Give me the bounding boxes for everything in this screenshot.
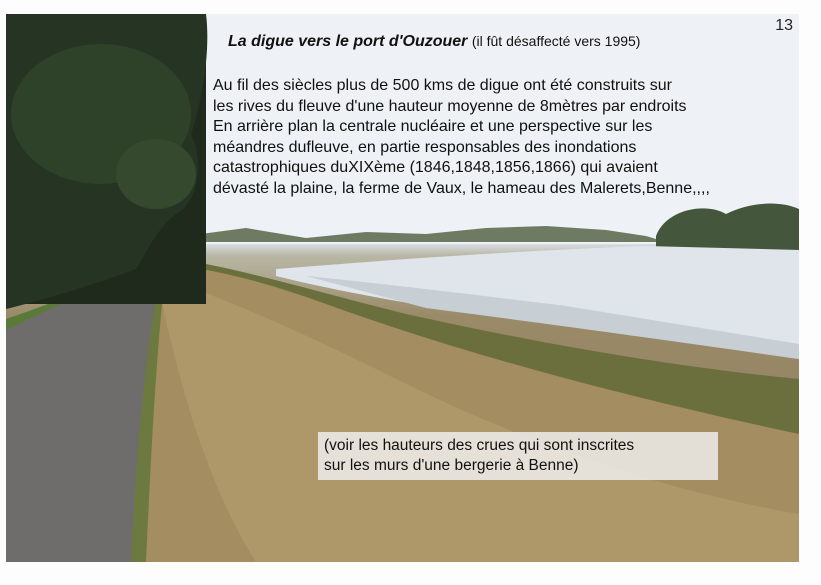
- page-title: [228, 33, 640, 51]
- body-line: les rives du fleuve d'une hauteur moyenne de 8mètres par endroits: [213, 97, 687, 115]
- caption-box: [318, 432, 718, 480]
- body-line: Au fil des siècles plus de 500 kms de digue ont été construits sur: [213, 77, 672, 94]
- title-main: La digue vers le port d'Ouzouer: [228, 33, 468, 50]
- body-text: [213, 76, 793, 199]
- caption-line: sur les murs d'une bergerie à Benne): [324, 457, 579, 474]
- page-number: 13: [775, 17, 793, 34]
- body-line: En arrière plan la centrale nucléaire et une perspective sur les: [213, 118, 653, 135]
- body-line: catastrophiques duXIXème (1846,1848,1856,1866) qui avaient: [213, 159, 658, 176]
- title-note: (il fût désaffecté vers 1995): [471, 33, 641, 49]
- body-line: dévasté la plaine, la ferme de Vaux, le hameau des Malerets,Benne,,,,: [213, 179, 710, 197]
- body-line: méandres dufleuve, en partie responsables des inondations: [213, 138, 637, 156]
- caption-line: (voir les hauteurs des crues qui sont inscrites: [324, 437, 635, 454]
